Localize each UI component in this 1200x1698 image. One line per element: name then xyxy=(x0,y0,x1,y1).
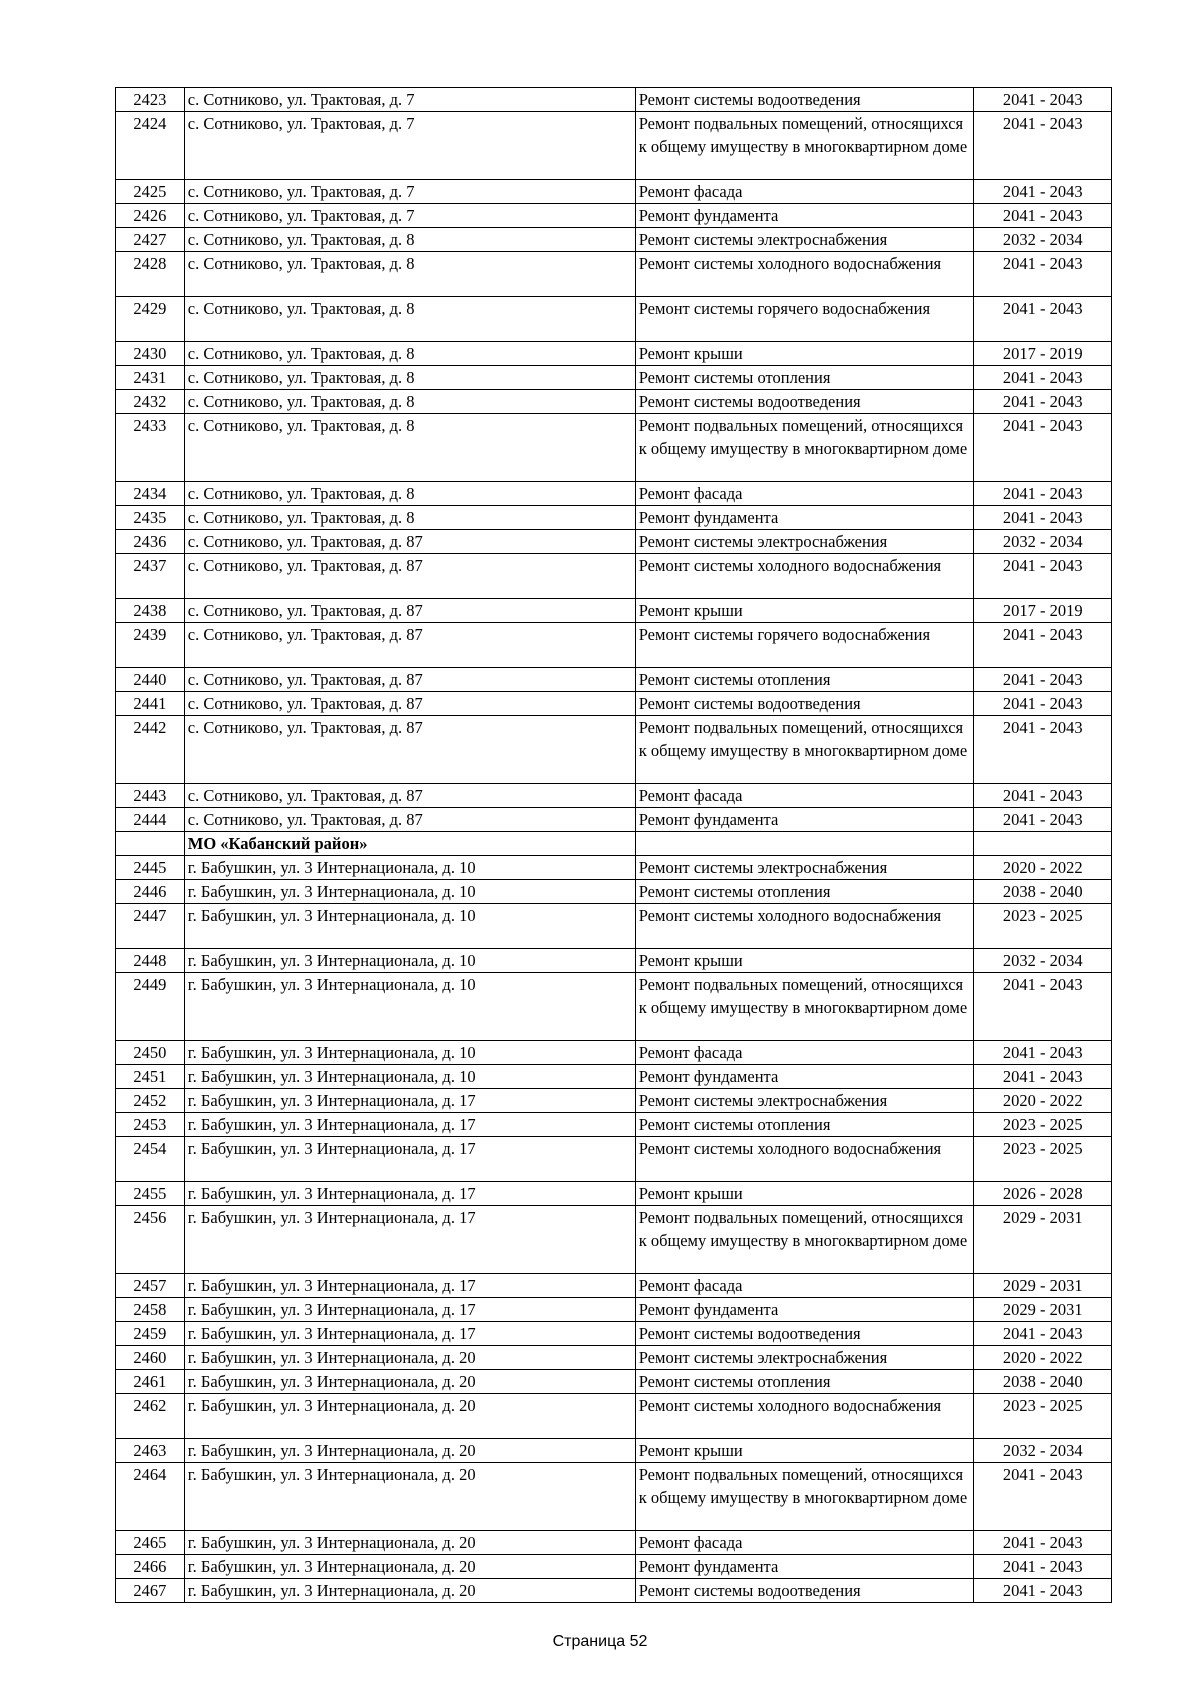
table-body xyxy=(116,88,1112,1603)
table-row xyxy=(116,623,1112,668)
row-work-type: Ремонт крыши xyxy=(635,1182,974,1206)
row-work-type: Ремонт подвальных помещений, относящихся к общему имуществу в многоквартирном доме xyxy=(635,414,974,482)
row-address: с. Сотниково, ул. Трактовая, д. 87 xyxy=(184,716,635,784)
table-row xyxy=(116,366,1112,390)
table-row xyxy=(116,1346,1112,1370)
row-address: с. Сотниково, ул. Трактовая, д. 8 xyxy=(184,390,635,414)
table-row xyxy=(116,904,1112,949)
row-work-type: Ремонт системы электроснабжения xyxy=(635,1346,974,1370)
row-work-type: Ремонт системы электроснабжения xyxy=(635,1089,974,1113)
row-period: 2023 - 2025 xyxy=(974,1137,1112,1182)
row-number: 2438 xyxy=(116,599,185,623)
row-number: 2423 xyxy=(116,88,185,112)
row-address: с. Сотниково, ул. Трактовая, д. 87 xyxy=(184,692,635,716)
table-row xyxy=(116,1579,1112,1603)
table-row xyxy=(116,228,1112,252)
row-work-type xyxy=(635,832,974,856)
row-address: г. Бабушкин, ул. 3 Интернационала, д. 20 xyxy=(184,1439,635,1463)
row-address: г. Бабушкин, ул. 3 Интернационала, д. 10 xyxy=(184,1041,635,1065)
table-row xyxy=(116,180,1112,204)
row-period: 2026 - 2028 xyxy=(974,1182,1112,1206)
row-period: 2041 - 2043 xyxy=(974,784,1112,808)
row-address: г. Бабушкин, ул. 3 Интернационала, д. 20 xyxy=(184,1579,635,1603)
row-address: с. Сотниково, ул. Трактовая, д. 8 xyxy=(184,366,635,390)
row-number: 2425 xyxy=(116,180,185,204)
row-address: с. Сотниково, ул. Трактовая, д. 7 xyxy=(184,88,635,112)
row-period: 2041 - 2043 xyxy=(974,112,1112,180)
row-address: г. Бабушкин, ул. 3 Интернационала, д. 20 xyxy=(184,1463,635,1531)
table-row xyxy=(116,1274,1112,1298)
table-row xyxy=(116,88,1112,112)
row-number: 2443 xyxy=(116,784,185,808)
row-period: 2029 - 2031 xyxy=(974,1206,1112,1274)
row-work-type: Ремонт подвальных помещений, относящихся к общему имуществу в многоквартирном доме xyxy=(635,1206,974,1274)
row-period: 2041 - 2043 xyxy=(974,297,1112,342)
table-row xyxy=(116,252,1112,297)
table-row xyxy=(116,1206,1112,1274)
row-period: 2032 - 2034 xyxy=(974,949,1112,973)
row-number: 2454 xyxy=(116,1137,185,1182)
table-row xyxy=(116,1137,1112,1182)
row-work-type: Ремонт системы водоотведения xyxy=(635,1579,974,1603)
row-work-type: Ремонт системы водоотведения xyxy=(635,88,974,112)
row-period xyxy=(974,832,1112,856)
row-period: 2041 - 2043 xyxy=(974,1463,1112,1531)
table-row xyxy=(116,1322,1112,1346)
row-number: 2439 xyxy=(116,623,185,668)
table-row xyxy=(116,297,1112,342)
table-row xyxy=(116,1089,1112,1113)
table-row xyxy=(116,949,1112,973)
row-address: г. Бабушкин, ул. 3 Интернационала, д. 17 xyxy=(184,1322,635,1346)
table-row xyxy=(116,784,1112,808)
row-period: 2041 - 2043 xyxy=(974,808,1112,832)
row-period: 2041 - 2043 xyxy=(974,692,1112,716)
row-number: 2446 xyxy=(116,880,185,904)
table-row xyxy=(116,112,1112,180)
row-work-type: Ремонт фасада xyxy=(635,1531,974,1555)
row-number: 2437 xyxy=(116,554,185,599)
row-address: г. Бабушкин, ул. 3 Интернационала, д. 17 xyxy=(184,1089,635,1113)
row-address: г. Бабушкин, ул. 3 Интернационала, д. 20 xyxy=(184,1531,635,1555)
row-work-type: Ремонт системы холодного водоснабжения xyxy=(635,904,974,949)
row-period: 2041 - 2043 xyxy=(974,366,1112,390)
row-period: 2032 - 2034 xyxy=(974,1439,1112,1463)
row-number: 2456 xyxy=(116,1206,185,1274)
table-row xyxy=(116,204,1112,228)
row-address: с. Сотниково, ул. Трактовая, д. 8 xyxy=(184,506,635,530)
row-period: 2041 - 2043 xyxy=(974,414,1112,482)
row-address: с. Сотниково, ул. Трактовая, д. 8 xyxy=(184,297,635,342)
row-period: 2041 - 2043 xyxy=(974,1531,1112,1555)
row-number: 2428 xyxy=(116,252,185,297)
table-row xyxy=(116,1065,1112,1089)
row-period: 2020 - 2022 xyxy=(974,1089,1112,1113)
row-period: 2038 - 2040 xyxy=(974,880,1112,904)
table-row xyxy=(116,1439,1112,1463)
row-number: 2444 xyxy=(116,808,185,832)
row-period: 2041 - 2043 xyxy=(974,88,1112,112)
page-number: Страница 52 xyxy=(552,1633,648,1650)
row-work-type: Ремонт системы холодного водоснабжения xyxy=(635,1394,974,1439)
table-row xyxy=(116,1394,1112,1439)
table-row xyxy=(116,1298,1112,1322)
row-address: с. Сотниково, ул. Трактовая, д. 87 xyxy=(184,554,635,599)
row-number: 2460 xyxy=(116,1346,185,1370)
row-period: 2023 - 2025 xyxy=(974,1394,1112,1439)
row-address: г. Бабушкин, ул. 3 Интернационала, д. 10 xyxy=(184,904,635,949)
row-work-type: Ремонт крыши xyxy=(635,949,974,973)
table-row xyxy=(116,1041,1112,1065)
row-address: г. Бабушкин, ул. 3 Интернационала, д. 20 xyxy=(184,1394,635,1439)
row-work-type: Ремонт фасада xyxy=(635,1274,974,1298)
row-work-type: Ремонт фундамента xyxy=(635,808,974,832)
table-row xyxy=(116,390,1112,414)
row-number: 2462 xyxy=(116,1394,185,1439)
row-period: 2023 - 2025 xyxy=(974,1113,1112,1137)
row-address: МО «Кабанский район» xyxy=(184,832,635,856)
row-address: с. Сотниково, ул. Трактовая, д. 7 xyxy=(184,112,635,180)
row-number: 2434 xyxy=(116,482,185,506)
row-number: 2458 xyxy=(116,1298,185,1322)
table-row xyxy=(116,554,1112,599)
row-address: с. Сотниково, ул. Трактовая, д. 8 xyxy=(184,228,635,252)
row-period: 2041 - 2043 xyxy=(974,973,1112,1041)
row-period: 2041 - 2043 xyxy=(974,204,1112,228)
row-period: 2020 - 2022 xyxy=(974,856,1112,880)
row-number: 2466 xyxy=(116,1555,185,1579)
table-row xyxy=(116,530,1112,554)
section-header-row xyxy=(116,832,1112,856)
row-number: 2442 xyxy=(116,716,185,784)
row-work-type: Ремонт фундамента xyxy=(635,204,974,228)
table-row xyxy=(116,716,1112,784)
row-number: 2441 xyxy=(116,692,185,716)
row-period: 2017 - 2019 xyxy=(974,342,1112,366)
row-address: г. Бабушкин, ул. 3 Интернационала, д. 17 xyxy=(184,1206,635,1274)
row-period: 2032 - 2034 xyxy=(974,228,1112,252)
row-number: 2424 xyxy=(116,112,185,180)
row-work-type: Ремонт системы водоотведения xyxy=(635,390,974,414)
row-period: 2041 - 2043 xyxy=(974,1555,1112,1579)
row-work-type: Ремонт системы отопления xyxy=(635,1370,974,1394)
row-address: г. Бабушкин, ул. 3 Интернационала, д. 10 xyxy=(184,949,635,973)
row-number: 2448 xyxy=(116,949,185,973)
row-work-type: Ремонт системы холодного водоснабжения xyxy=(635,1137,974,1182)
row-work-type: Ремонт системы холодного водоснабжения xyxy=(635,554,974,599)
row-work-type: Ремонт системы горячего водоснабжения xyxy=(635,297,974,342)
table-row xyxy=(116,1463,1112,1531)
row-address: г. Бабушкин, ул. 3 Интернационала, д. 10 xyxy=(184,856,635,880)
row-address: с. Сотниково, ул. Трактовая, д. 8 xyxy=(184,414,635,482)
row-period: 2041 - 2043 xyxy=(974,390,1112,414)
table-row xyxy=(116,856,1112,880)
row-address: с. Сотниково, ул. Трактовая, д. 87 xyxy=(184,530,635,554)
row-number: 2457 xyxy=(116,1274,185,1298)
row-number: 2427 xyxy=(116,228,185,252)
row-work-type: Ремонт системы отопления xyxy=(635,1113,974,1137)
table-row xyxy=(116,1531,1112,1555)
row-number: 2467 xyxy=(116,1579,185,1603)
row-address: с. Сотниково, ул. Трактовая, д. 87 xyxy=(184,784,635,808)
row-work-type: Ремонт системы электроснабжения xyxy=(635,228,974,252)
row-address: с. Сотниково, ул. Трактовая, д. 87 xyxy=(184,599,635,623)
table-row xyxy=(116,973,1112,1041)
row-number: 2464 xyxy=(116,1463,185,1531)
row-number: 2447 xyxy=(116,904,185,949)
row-work-type: Ремонт фасада xyxy=(635,1041,974,1065)
row-work-type: Ремонт подвальных помещений, относящихся к общему имуществу в многоквартирном доме xyxy=(635,973,974,1041)
row-period: 2029 - 2031 xyxy=(974,1274,1112,1298)
row-work-type: Ремонт системы отопления xyxy=(635,366,974,390)
table-row xyxy=(116,1370,1112,1394)
row-work-type: Ремонт системы водоотведения xyxy=(635,692,974,716)
row-period: 2023 - 2025 xyxy=(974,904,1112,949)
table-row xyxy=(116,506,1112,530)
row-number: 2459 xyxy=(116,1322,185,1346)
row-period: 2041 - 2043 xyxy=(974,1322,1112,1346)
row-work-type: Ремонт фундамента xyxy=(635,1298,974,1322)
row-work-type: Ремонт фасада xyxy=(635,180,974,204)
row-period: 2041 - 2043 xyxy=(974,482,1112,506)
table-row xyxy=(116,342,1112,366)
row-period: 2041 - 2043 xyxy=(974,1065,1112,1089)
row-address: с. Сотниково, ул. Трактовая, д. 8 xyxy=(184,342,635,366)
row-number: 2463 xyxy=(116,1439,185,1463)
row-work-type: Ремонт системы холодного водоснабжения xyxy=(635,252,974,297)
row-number: 2451 xyxy=(116,1065,185,1089)
row-number: 2436 xyxy=(116,530,185,554)
row-period: 2041 - 2043 xyxy=(974,506,1112,530)
row-period: 2041 - 2043 xyxy=(974,252,1112,297)
row-address: с. Сотниково, ул. Трактовая, д. 8 xyxy=(184,252,635,297)
row-number: 2465 xyxy=(116,1531,185,1555)
table-row xyxy=(116,1113,1112,1137)
row-work-type: Ремонт фундамента xyxy=(635,1065,974,1089)
row-work-type: Ремонт фундамента xyxy=(635,506,974,530)
table-row xyxy=(116,414,1112,482)
row-number: 2435 xyxy=(116,506,185,530)
row-work-type: Ремонт фасада xyxy=(635,482,974,506)
row-number: 2433 xyxy=(116,414,185,482)
row-number: 2445 xyxy=(116,856,185,880)
row-period: 2020 - 2022 xyxy=(974,1346,1112,1370)
row-address: г. Бабушкин, ул. 3 Интернационала, д. 17 xyxy=(184,1274,635,1298)
row-address: г. Бабушкин, ул. 3 Интернационала, д. 20 xyxy=(184,1555,635,1579)
row-work-type: Ремонт фундамента xyxy=(635,1555,974,1579)
table-row xyxy=(116,1182,1112,1206)
row-number: 2431 xyxy=(116,366,185,390)
row-address: с. Сотниково, ул. Трактовая, д. 8 xyxy=(184,482,635,506)
row-period: 2041 - 2043 xyxy=(974,668,1112,692)
row-work-type: Ремонт крыши xyxy=(635,599,974,623)
row-period: 2032 - 2034 xyxy=(974,530,1112,554)
table-row xyxy=(116,599,1112,623)
row-number xyxy=(116,832,185,856)
row-period: 2041 - 2043 xyxy=(974,554,1112,599)
row-address: г. Бабушкин, ул. 3 Интернационала, д. 10 xyxy=(184,1065,635,1089)
table-row xyxy=(116,692,1112,716)
table-row xyxy=(116,1555,1112,1579)
row-work-type: Ремонт системы электроснабжения xyxy=(635,856,974,880)
row-number: 2452 xyxy=(116,1089,185,1113)
row-period: 2038 - 2040 xyxy=(974,1370,1112,1394)
row-number: 2450 xyxy=(116,1041,185,1065)
row-number: 2432 xyxy=(116,390,185,414)
row-work-type: Ремонт системы водоотведения xyxy=(635,1322,974,1346)
row-number: 2440 xyxy=(116,668,185,692)
row-work-type: Ремонт системы отопления xyxy=(635,668,974,692)
table-row xyxy=(116,482,1112,506)
row-number: 2449 xyxy=(116,973,185,1041)
row-address: г. Бабушкин, ул. 3 Интернационала, д. 17 xyxy=(184,1113,635,1137)
row-work-type: Ремонт крыши xyxy=(635,342,974,366)
row-work-type: Ремонт системы горячего водоснабжения xyxy=(635,623,974,668)
row-address: с. Сотниково, ул. Трактовая, д. 7 xyxy=(184,204,635,228)
row-period: 2017 - 2019 xyxy=(974,599,1112,623)
row-period: 2041 - 2043 xyxy=(974,180,1112,204)
table-row xyxy=(116,808,1112,832)
row-work-type: Ремонт фасада xyxy=(635,784,974,808)
row-address: с. Сотниково, ул. Трактовая, д. 87 xyxy=(184,668,635,692)
table-row xyxy=(116,880,1112,904)
row-address: с. Сотниково, ул. Трактовая, д. 87 xyxy=(184,623,635,668)
row-number: 2455 xyxy=(116,1182,185,1206)
row-number: 2453 xyxy=(116,1113,185,1137)
row-period: 2029 - 2031 xyxy=(974,1298,1112,1322)
row-period: 2041 - 2043 xyxy=(974,623,1112,668)
row-address: с. Сотниково, ул. Трактовая, д. 87 xyxy=(184,808,635,832)
row-number: 2461 xyxy=(116,1370,185,1394)
row-period: 2041 - 2043 xyxy=(974,1579,1112,1603)
table-row xyxy=(116,668,1112,692)
row-address: г. Бабушкин, ул. 3 Интернационала, д. 10 xyxy=(184,973,635,1041)
row-period: 2041 - 2043 xyxy=(974,1041,1112,1065)
row-work-type: Ремонт системы отопления xyxy=(635,880,974,904)
row-address: с. Сотниково, ул. Трактовая, д. 7 xyxy=(184,180,635,204)
row-work-type: Ремонт подвальных помещений, относящихся к общему имуществу в многоквартирном доме xyxy=(635,716,974,784)
row-work-type: Ремонт крыши xyxy=(635,1439,974,1463)
row-work-type: Ремонт подвальных помещений, относящихся к общему имуществу в многоквартирном доме xyxy=(635,1463,974,1531)
row-work-type: Ремонт системы электроснабжения xyxy=(635,530,974,554)
row-work-type: Ремонт подвальных помещений, относящихся к общему имуществу в многоквартирном доме xyxy=(635,112,974,180)
row-address: г. Бабушкин, ул. 3 Интернационала, д. 17 xyxy=(184,1182,635,1206)
row-number: 2426 xyxy=(116,204,185,228)
repair-schedule-table xyxy=(115,87,1112,1603)
row-period: 2041 - 2043 xyxy=(974,716,1112,784)
row-address: г. Бабушкин, ул. 3 Интернационала, д. 20 xyxy=(184,1370,635,1394)
row-number: 2429 xyxy=(116,297,185,342)
row-address: г. Бабушкин, ул. 3 Интернационала, д. 17 xyxy=(184,1137,635,1182)
row-address: г. Бабушкин, ул. 3 Интернационала, д. 20 xyxy=(184,1346,635,1370)
row-address: г. Бабушкин, ул. 3 Интернационала, д. 17 xyxy=(184,1298,635,1322)
row-address: г. Бабушкин, ул. 3 Интернационала, д. 10 xyxy=(184,880,635,904)
row-number: 2430 xyxy=(116,342,185,366)
